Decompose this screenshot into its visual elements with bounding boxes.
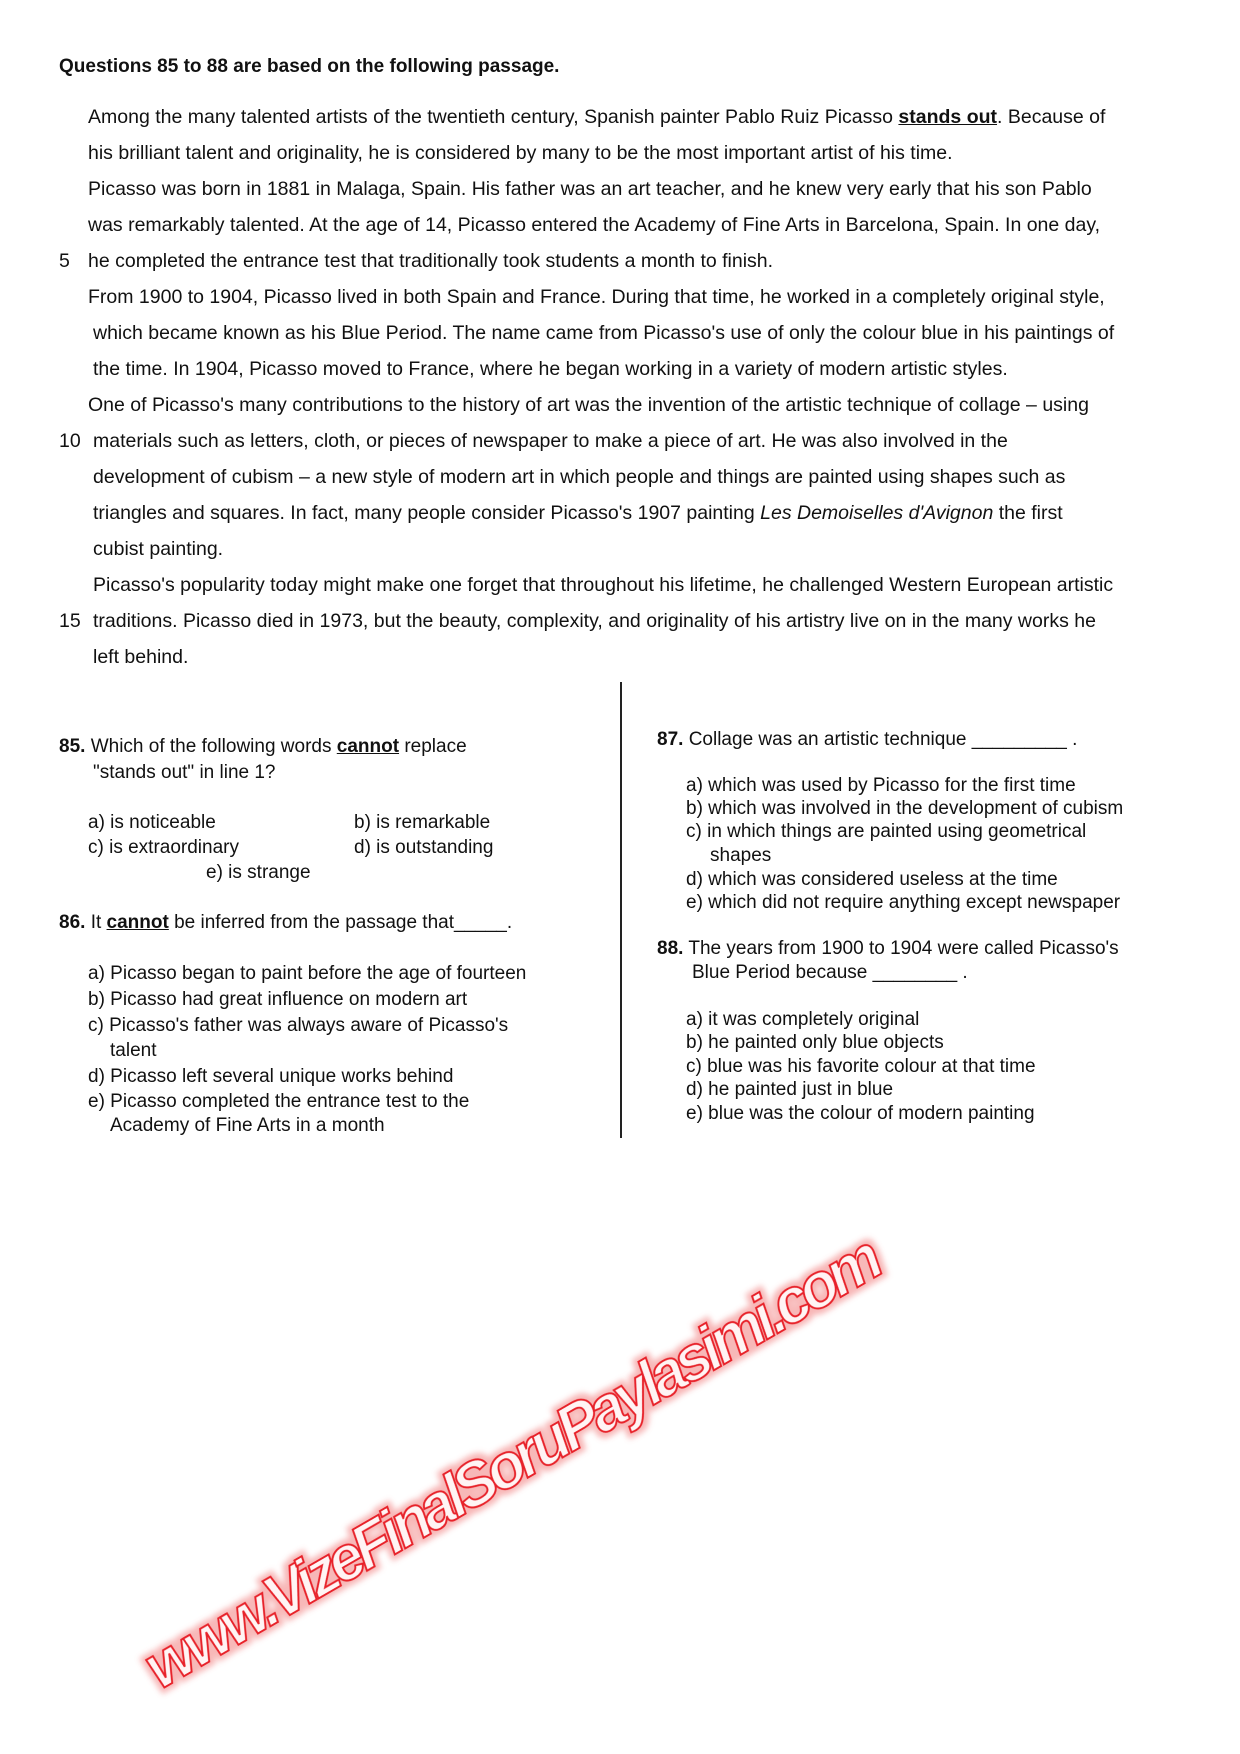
question-87 bbox=[657, 729, 1077, 751]
passage-line: One of Picasso's many contributions to the history of art was the invention of the artistic technique of collage – using bbox=[88, 394, 1089, 416]
text: replace bbox=[399, 736, 467, 757]
text: . Because of bbox=[997, 106, 1106, 128]
text: The years from 1900 to 1904 were called Picasso's bbox=[683, 938, 1119, 959]
option-e[interactable]: e) is strange bbox=[206, 862, 311, 883]
option-c-cont: shapes bbox=[710, 845, 772, 866]
option-d[interactable]: d) which was considered useless at the time bbox=[686, 869, 1058, 890]
question-number: 85. bbox=[59, 736, 86, 757]
passage-heading: Questions 85 to 88 are based on the following passage. bbox=[59, 56, 560, 77]
option-c-cont: talent bbox=[110, 1040, 157, 1061]
text: Which of the following words bbox=[85, 736, 337, 757]
option-b[interactable]: b) which was involved in the development of cubism bbox=[686, 798, 1124, 819]
emphasis: cannot bbox=[106, 912, 169, 933]
passage-line bbox=[88, 106, 1105, 128]
option-e[interactable]: e) which did not require anything except newspaper bbox=[686, 892, 1121, 913]
question-85 bbox=[59, 736, 467, 758]
option-d[interactable]: d) is outstanding bbox=[354, 837, 494, 858]
passage-line: From 1900 to 1904, Picasso lived in both Spain and France. During that time, he worked in a completely original style, bbox=[88, 286, 1105, 308]
question-number: 86. bbox=[59, 912, 86, 933]
text: triangles and squares. In fact, many people consider Picasso's 1907 painting bbox=[93, 502, 761, 524]
option-e[interactable]: e) Picasso completed the entrance test to the bbox=[88, 1091, 470, 1112]
text: It bbox=[85, 912, 107, 933]
option-c[interactable]: c) blue was his favorite colour at that time bbox=[686, 1056, 1036, 1077]
line-number: 10 bbox=[59, 430, 81, 452]
question-86 bbox=[59, 912, 512, 934]
painting-title: Les Demoiselles d'Avignon bbox=[760, 502, 994, 524]
option-e[interactable]: e) blue was the colour of modern painting bbox=[686, 1103, 1035, 1124]
passage-line: development of cubism – a new style of modern art in which people and things are painted using shapes such as bbox=[93, 466, 1066, 488]
option-b[interactable]: b) Picasso had great influence on modern art bbox=[88, 989, 468, 1010]
option-e-cont: Academy of Fine Arts in a month bbox=[110, 1115, 385, 1136]
passage-line: the time. In 1904, Picasso moved to France, where he began working in a variety of modern artistic styles. bbox=[93, 358, 1008, 380]
option-c[interactable]: c) in which things are painted using geometrical bbox=[686, 821, 1087, 842]
question-88-line2: Blue Period because ________ . bbox=[692, 962, 968, 983]
passage-line: was remarkably talented. At the age of 14, Picasso entered the Academy of Fine Arts in Barcelona, Spain. In one day, bbox=[88, 214, 1101, 236]
question-number: 88. bbox=[657, 938, 684, 959]
text: be inferred from the passage that_____. bbox=[168, 912, 513, 933]
passage-line: he completed the entrance test that traditionally took students a month to finish. bbox=[88, 250, 774, 272]
question-number: 87. bbox=[657, 729, 684, 750]
emphasis: cannot bbox=[336, 736, 400, 757]
text: Among the many talented artists of the twentieth century, Spanish painter Pablo Ruiz Picasso bbox=[88, 106, 899, 128]
passage-line bbox=[93, 502, 1063, 524]
option-a[interactable]: a) is noticeable bbox=[88, 812, 216, 833]
option-b[interactable]: b) he painted only blue objects bbox=[686, 1032, 944, 1053]
line-number: 15 bbox=[59, 610, 81, 632]
passage-line: traditions. Picasso died in 1973, but the beauty, complexity, and originality of his artistry live on in the many works he bbox=[93, 610, 1096, 632]
passage-line: materials such as letters, cloth, or pieces of newspaper to make a piece of art. He was also involved in the bbox=[93, 430, 1008, 452]
text: the first bbox=[993, 502, 1063, 524]
option-a[interactable]: a) Picasso began to paint before the age of fourteen bbox=[88, 963, 527, 984]
option-a[interactable]: a) it was completely original bbox=[686, 1009, 920, 1030]
option-c[interactable]: c) is extraordinary bbox=[88, 837, 239, 858]
passage-line: Picasso was born in 1881 in Malaga, Spain. His father was an art teacher, and he knew very early that his son Pablo bbox=[88, 178, 1092, 200]
option-c[interactable]: c) Picasso's father was always aware of Picasso's bbox=[88, 1015, 509, 1036]
question-85-line2: "stands out" in line 1? bbox=[93, 762, 276, 783]
passage-line: left behind. bbox=[93, 646, 189, 668]
option-d[interactable]: d) Picasso left several unique works behind bbox=[88, 1066, 454, 1087]
line-number: 5 bbox=[59, 250, 70, 272]
watermark-text: www.VizeFinalSoruPaylasimi.com bbox=[132, 1222, 895, 1703]
passage-line: cubist painting. bbox=[93, 538, 224, 560]
stands-out-phrase: stands out bbox=[898, 106, 998, 128]
option-d[interactable]: d) he painted just in blue bbox=[686, 1079, 894, 1100]
passage-line: which became known as his Blue Period. The name came from Picasso's use of only the colour blue in his paintings of bbox=[93, 322, 1115, 344]
passage-line: his brilliant talent and originality, he is considered by many to be the most important artist of his time. bbox=[88, 142, 953, 164]
option-a[interactable]: a) which was used by Picasso for the first time bbox=[686, 775, 1076, 796]
text: Collage was an artistic technique _________ . bbox=[683, 729, 1078, 750]
option-b[interactable]: b) is remarkable bbox=[354, 812, 491, 833]
column-divider bbox=[620, 682, 622, 1138]
passage-line: Picasso's popularity today might make one forget that throughout his lifetime, he challenged Western European artistic bbox=[93, 574, 1114, 596]
question-88 bbox=[657, 938, 1119, 960]
